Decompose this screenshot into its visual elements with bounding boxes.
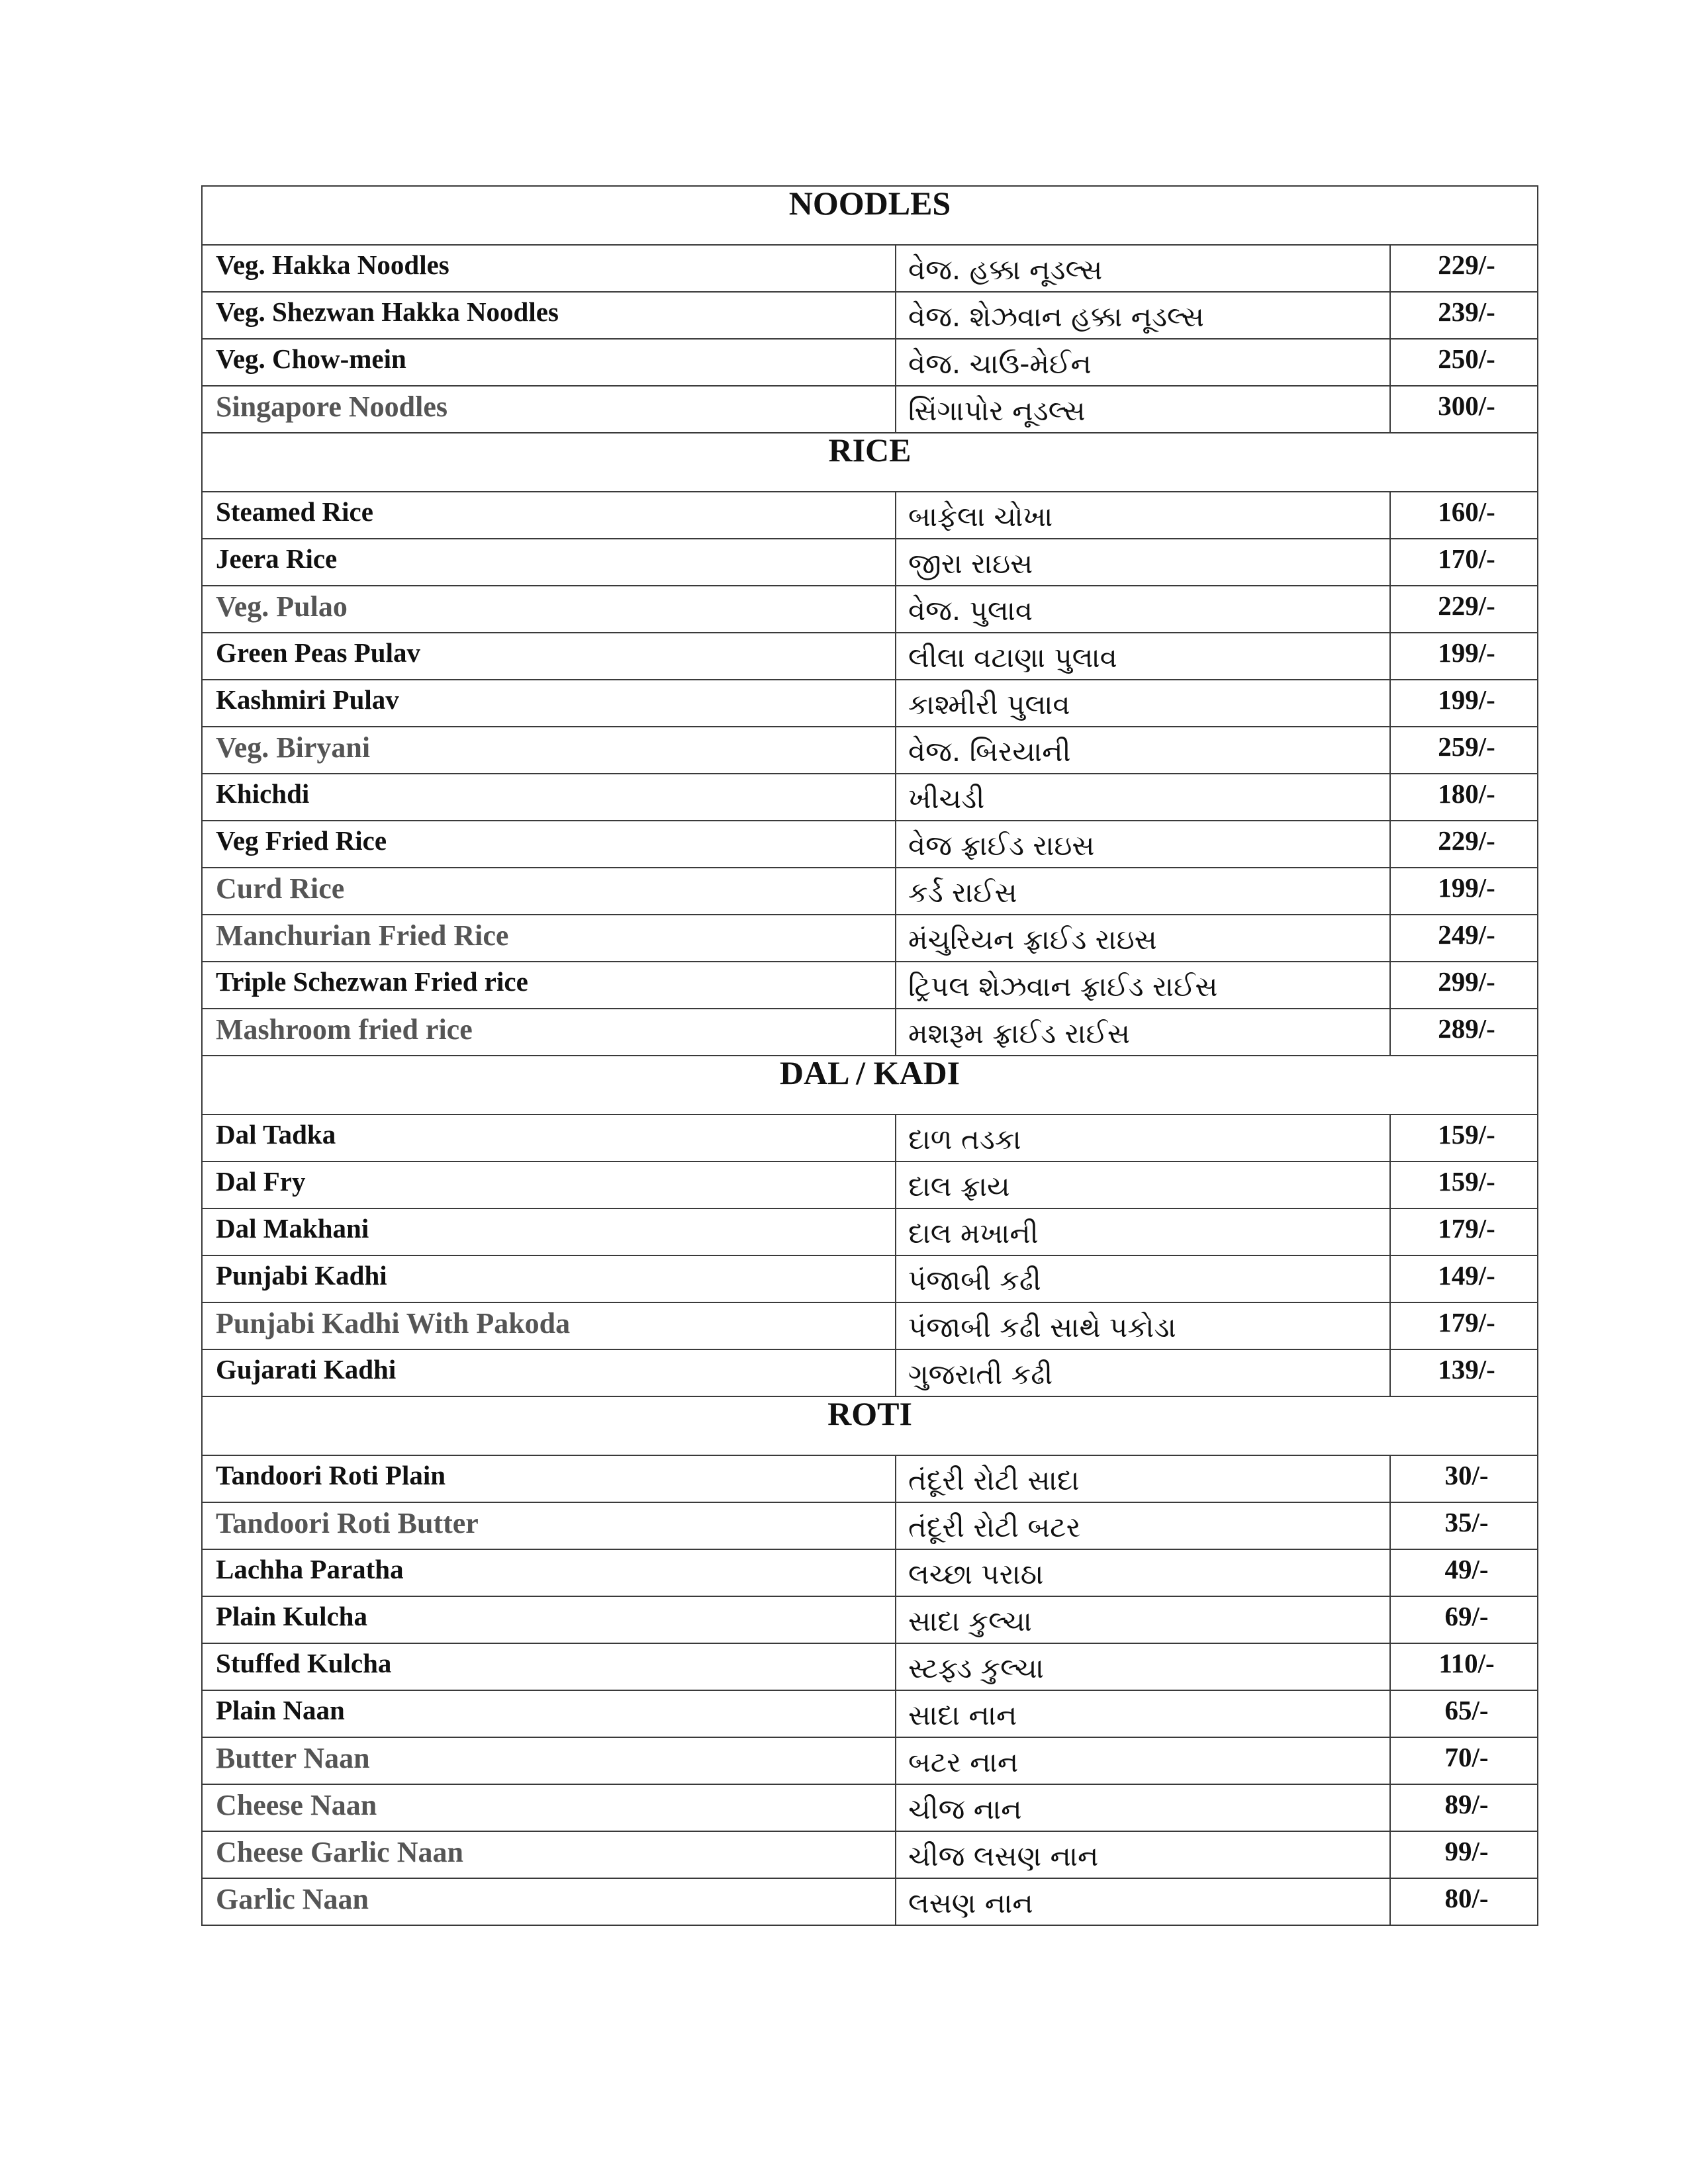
item-name-gujarati: મશરૂમ ફ્રાઈડ રાઈસ: [896, 1009, 1390, 1056]
item-name-english: Cheese Garlic Naan: [202, 1831, 896, 1878]
item-price: 70/-: [1390, 1737, 1538, 1784]
item-name-english: Punjabi Kadhi: [202, 1255, 896, 1302]
menu-item-row: [202, 1643, 1538, 1690]
item-name-gujarati: વેજ. પુલાવ: [896, 586, 1390, 633]
item-name-english: Butter Naan: [202, 1737, 896, 1784]
menu-item-row: [202, 1596, 1538, 1643]
menu-item-row: [202, 1502, 1538, 1549]
section-header-rice: [202, 433, 1538, 492]
item-name-gujarati: સાદા નાન: [896, 1690, 1390, 1737]
item-name-english: Kashmiri Pulav: [202, 680, 896, 727]
item-name-english: Triple Schezwan Fried rice: [202, 962, 896, 1009]
item-price: 199/-: [1390, 868, 1538, 915]
menu-item-row: [202, 1455, 1538, 1502]
item-name-gujarati: સિંગાપોર નૂડલ્સ: [896, 386, 1390, 433]
item-name-english: Tandoori Roti Plain: [202, 1455, 896, 1502]
section-header-noodles: [202, 186, 1538, 245]
item-price: 170/-: [1390, 539, 1538, 586]
item-name-gujarati: લસણ નાન: [896, 1878, 1390, 1925]
item-price: 49/-: [1390, 1549, 1538, 1596]
item-name-english: Plain Kulcha: [202, 1596, 896, 1643]
item-price: 159/-: [1390, 1161, 1538, 1208]
item-name-english: Curd Rice: [202, 868, 896, 915]
item-price: 249/-: [1390, 915, 1538, 962]
item-name-english: Tandoori Roti Butter: [202, 1502, 896, 1549]
menu-item-row: [202, 915, 1538, 962]
menu-item-row: [202, 1208, 1538, 1255]
section-header-roti: [202, 1396, 1538, 1455]
item-name-gujarati: વેજ. ચાઉ-મેઈન: [896, 339, 1390, 386]
item-price: 30/-: [1390, 1455, 1538, 1502]
item-name-english: Veg. Hakka Noodles: [202, 245, 896, 292]
item-price: 300/-: [1390, 386, 1538, 433]
menu-item-row: [202, 633, 1538, 680]
item-price: 180/-: [1390, 774, 1538, 821]
item-name-gujarati: દાળ તડકા: [896, 1115, 1390, 1161]
item-price: 229/-: [1390, 586, 1538, 633]
item-price: 299/-: [1390, 962, 1538, 1009]
item-name-english: Khichdi: [202, 774, 896, 821]
menu-item-row: [202, 680, 1538, 727]
item-price: 89/-: [1390, 1784, 1538, 1831]
item-name-gujarati: તંદૂરી રોટી બટર: [896, 1502, 1390, 1549]
item-name-gujarati: વેજ. શેઝવાન હક્કા નૂડલ્સ: [896, 292, 1390, 339]
item-name-gujarati: ચીજ નાન: [896, 1784, 1390, 1831]
item-price: 259/-: [1390, 727, 1538, 774]
item-name-english: Gujarati Kadhi: [202, 1349, 896, 1396]
item-name-english: Punjabi Kadhi With Pakoda: [202, 1302, 896, 1349]
item-price: 35/-: [1390, 1502, 1538, 1549]
item-name-gujarati: ખીચડી: [896, 774, 1390, 821]
item-price: 250/-: [1390, 339, 1538, 386]
section-title: ROTI: [202, 1396, 1538, 1455]
menu-item-row: [202, 1690, 1538, 1737]
menu-item-row: [202, 1831, 1538, 1878]
menu-item-row: [202, 774, 1538, 821]
item-name-english: Dal Fry: [202, 1161, 896, 1208]
menu-item-row: [202, 492, 1538, 539]
item-name-gujarati: સાદા કુલ્ચા: [896, 1596, 1390, 1643]
item-name-gujarati: લીલા વટાણા પુલાવ: [896, 633, 1390, 680]
item-name-english: Lachha Paratha: [202, 1549, 896, 1596]
menu-item-row: [202, 962, 1538, 1009]
item-name-gujarati: વેજ. હક્કા નૂડલ્સ: [896, 245, 1390, 292]
menu-item-row: [202, 339, 1538, 386]
item-name-english: Veg. Chow-mein: [202, 339, 896, 386]
item-name-gujarati: પંજાબી કઢી સાથે પકોડા: [896, 1302, 1390, 1349]
menu-item-row: [202, 821, 1538, 868]
menu-item-row: [202, 586, 1538, 633]
item-name-gujarati: લચ્છા પરાઠા: [896, 1549, 1390, 1596]
item-price: 229/-: [1390, 245, 1538, 292]
item-name-gujarati: વેજ ફ્રાઈડ રાઇસ: [896, 821, 1390, 868]
item-name-english: Veg Fried Rice: [202, 821, 896, 868]
item-price: 289/-: [1390, 1009, 1538, 1056]
item-price: 65/-: [1390, 1690, 1538, 1737]
item-name-english: Veg. Biryani: [202, 727, 896, 774]
item-name-english: Singapore Noodles: [202, 386, 896, 433]
item-name-english: Stuffed Kulcha: [202, 1643, 896, 1690]
item-name-english: Cheese Naan: [202, 1784, 896, 1831]
menu-item-row: [202, 868, 1538, 915]
item-name-gujarati: જીરા રાઇસ: [896, 539, 1390, 586]
item-price: 99/-: [1390, 1831, 1538, 1878]
menu-item-row: [202, 1255, 1538, 1302]
item-name-english: Dal Tadka: [202, 1115, 896, 1161]
menu-body: [202, 186, 1538, 1925]
menu-item-row: [202, 1115, 1538, 1161]
item-name-english: Manchurian Fried Rice: [202, 915, 896, 962]
menu-item-row: [202, 386, 1538, 433]
menu-item-row: [202, 1161, 1538, 1208]
item-price: 160/-: [1390, 492, 1538, 539]
item-price: 199/-: [1390, 633, 1538, 680]
section-title: NOODLES: [202, 186, 1538, 245]
item-name-gujarati: દાલ ફ્રાય: [896, 1161, 1390, 1208]
item-name-english: Steamed Rice: [202, 492, 896, 539]
item-name-gujarati: કાશ્મીરી પુલાવ: [896, 680, 1390, 727]
item-name-gujarati: મંચુરિયન ફ્રાઈડ રાઇસ: [896, 915, 1390, 962]
item-name-gujarati: તંદૂરી રોટી સાદા: [896, 1455, 1390, 1502]
item-price: 179/-: [1390, 1208, 1538, 1255]
item-name-gujarati: ટ્રિપલ શેઝવાન ફ્રાઈડ રાઈસ: [896, 962, 1390, 1009]
item-price: 69/-: [1390, 1596, 1538, 1643]
menu-item-row: [202, 1302, 1538, 1349]
section-header-dal-kadi: [202, 1056, 1538, 1115]
item-name-english: Jeera Rice: [202, 539, 896, 586]
item-name-gujarati: વેજ. બિરયાની: [896, 727, 1390, 774]
item-name-english: Plain Naan: [202, 1690, 896, 1737]
item-name-gujarati: કર્ડ રાઈસ: [896, 868, 1390, 915]
item-name-gujarati: ચીજ લસણ નાન: [896, 1831, 1390, 1878]
section-title: RICE: [202, 433, 1538, 492]
item-price: 239/-: [1390, 292, 1538, 339]
menu-item-row: [202, 1349, 1538, 1396]
section-title: DAL / KADI: [202, 1056, 1538, 1115]
menu-item-row: [202, 245, 1538, 292]
menu-item-row: [202, 539, 1538, 586]
item-name-english: Garlic Naan: [202, 1878, 896, 1925]
menu-item-row: [202, 1549, 1538, 1596]
menu-item-row: [202, 727, 1538, 774]
item-price: 139/-: [1390, 1349, 1538, 1396]
item-price: 80/-: [1390, 1878, 1538, 1925]
item-name-gujarati: ગુજરાતી કઢી: [896, 1349, 1390, 1396]
item-price: 159/-: [1390, 1115, 1538, 1161]
menu-item-row: [202, 1009, 1538, 1056]
item-price: 179/-: [1390, 1302, 1538, 1349]
item-name-english: Dal Makhani: [202, 1208, 896, 1255]
item-name-english: Green Peas Pulav: [202, 633, 896, 680]
item-name-gujarati: દાલ મખાની: [896, 1208, 1390, 1255]
item-name-gujarati: બાફેલા ચોખા: [896, 492, 1390, 539]
item-name-gujarati: સ્ટફ્ડ કુલ્ચા: [896, 1643, 1390, 1690]
item-price: 110/-: [1390, 1643, 1538, 1690]
item-price: 229/-: [1390, 821, 1538, 868]
item-name-english: Veg. Shezwan Hakka Noodles: [202, 292, 896, 339]
item-price: 149/-: [1390, 1255, 1538, 1302]
menu-item-row: [202, 1784, 1538, 1831]
menu-item-row: [202, 1737, 1538, 1784]
item-name-english: Mashroom fried rice: [202, 1009, 896, 1056]
item-name-english: Veg. Pulao: [202, 586, 896, 633]
menu-item-row: [202, 1878, 1538, 1925]
item-name-gujarati: પંજાબી કઢી: [896, 1255, 1390, 1302]
menu-table: [201, 185, 1538, 1926]
item-price: 199/-: [1390, 680, 1538, 727]
menu-item-row: [202, 292, 1538, 339]
item-name-gujarati: બટર નાન: [896, 1737, 1390, 1784]
